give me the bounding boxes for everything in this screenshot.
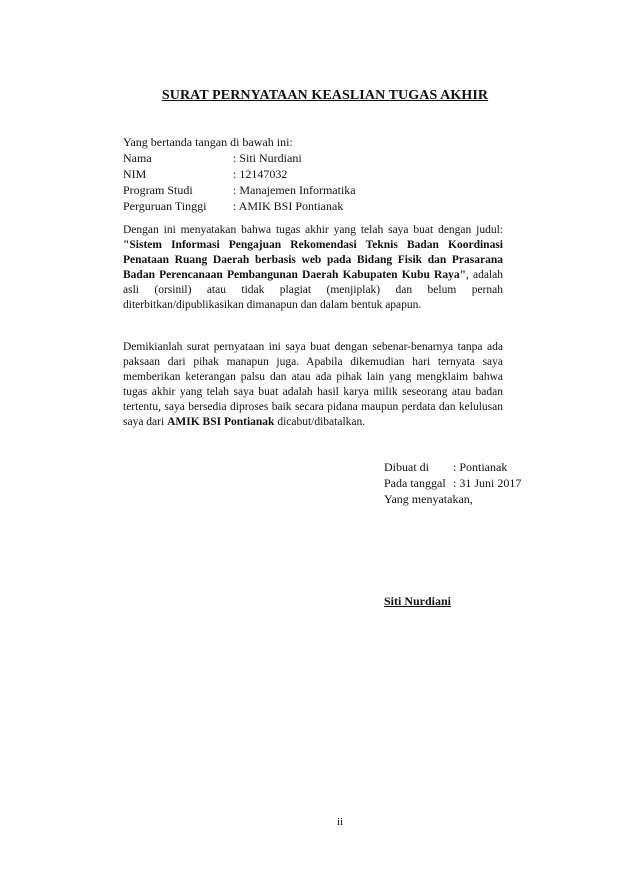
sign-date-value: : 31 Juni 2017	[453, 476, 522, 490]
sign-place-row	[384, 459, 584, 475]
institution-name: AMIK BSI Pontianak	[167, 416, 275, 428]
sign-date-label: Pada tanggal	[384, 476, 446, 490]
field-row-name	[123, 150, 503, 166]
field-value: : AMIK BSI Pontianak	[233, 199, 344, 213]
thesis-title: "Sistem Informasi Pengajuan Rekomendasi Teknis Badan Koordinasi Penataan Ruang Daerah berbasis web pada Bidang Fisik dan Prasarana Badan Perencanaan Pembangunan Daerah Kabupaten Kubu Raya"	[123, 239, 503, 281]
signer-name: Siti Nurdiani	[384, 594, 452, 608]
paragraph-text: , adalah asli (orsinil) atau tidak plagiat (menjiplak) dan belum pernah diterbitkan/dipublikasikan dimanapun dan dalam bentuk apapun.	[123, 269, 503, 311]
sign-place-value: : Pontianak	[453, 460, 508, 474]
field-value: : 12147032	[233, 167, 288, 181]
sign-place-label: Dibuat di	[384, 460, 429, 474]
field-label: NIM	[123, 167, 147, 181]
document-title: SURAT PERNYATAAN KEASLIAN TUGAS AKHIR	[161, 88, 489, 103]
closing-paragraph	[123, 340, 503, 430]
field-value: : Siti Nurdiani	[233, 151, 302, 165]
field-label: Perguruan Tinggi	[123, 199, 207, 213]
field-row-institution	[123, 198, 503, 214]
field-value: : Manajemen Informatika	[233, 183, 356, 197]
signature-block	[384, 459, 584, 507]
sign-closing: Yang menyatakan,	[384, 492, 473, 506]
declaration-paragraph	[123, 223, 503, 313]
page-number: ii	[336, 816, 344, 828]
field-row-nim	[123, 166, 503, 182]
field-label: Nama	[123, 151, 152, 165]
paragraph-text: dicabut/dibatalkan.	[274, 416, 366, 428]
sign-date-row	[384, 475, 584, 491]
field-row-program	[123, 182, 503, 198]
identity-fields	[123, 150, 503, 214]
field-label: Program Studi	[123, 183, 193, 197]
intro-text: Yang bertanda tangan di bawah ini:	[123, 135, 293, 149]
paragraph-text: Dengan ini menyatakan bahwa tugas akhir yang telah saya buat dengan judul:	[123, 224, 503, 236]
paragraph-text: Demikianlah surat pernyataan ini saya buat dengan sebenar-benarnya tanpa ada paksaan dari pihak manapun juga. Apabila dikemudian hari ternyata saya memberikan keterangan palsu dan atau ada pihak lain yang mengklaim bahwa tugas akhir yang telah saya buat adalah hasil karya milik seseorang atau badan tertentu, saya bersedia diproses baik secara pidana maupun perdata dan kelulusan saya dari	[123, 341, 503, 428]
